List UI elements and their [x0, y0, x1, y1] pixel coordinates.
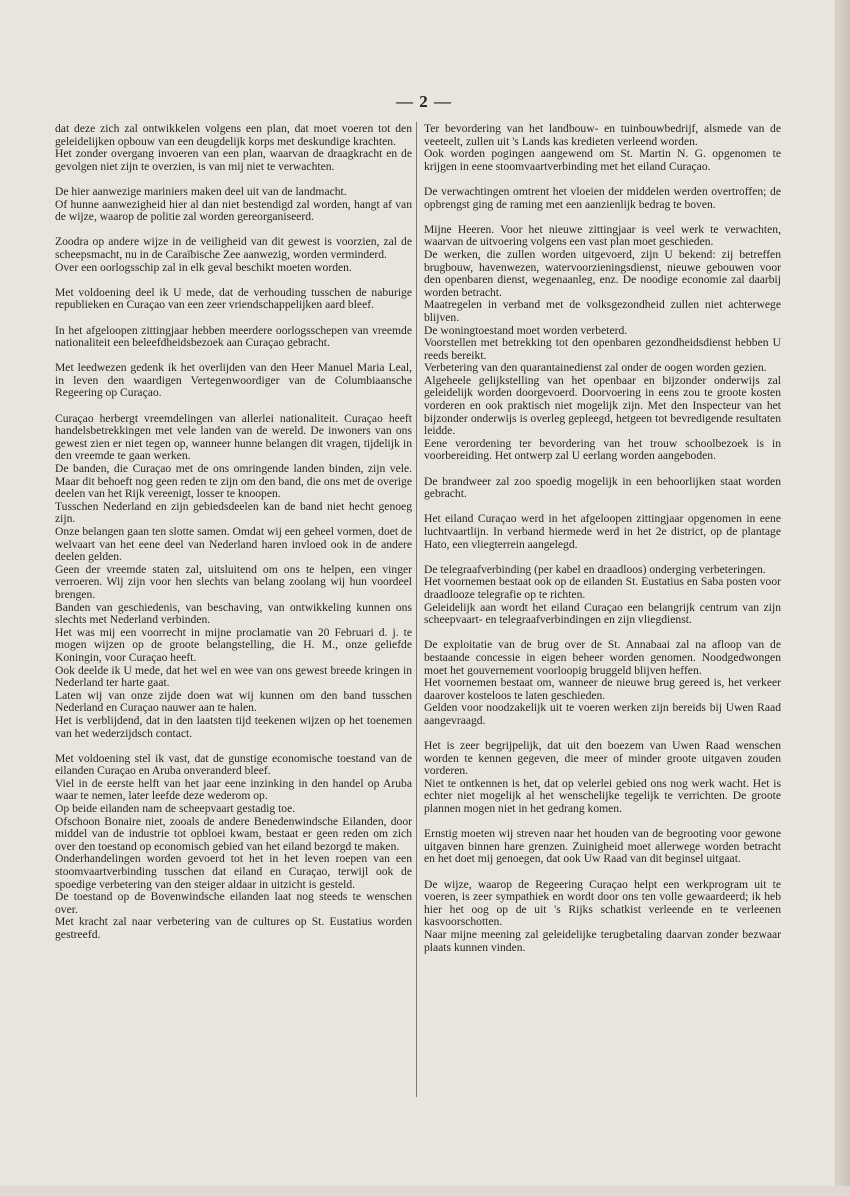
- paragraph: Het voornemen bestaat ook op de eilanden St. Eustatius en Saba posten voor draadlooze telegrafie op te richten.: [424, 575, 781, 601]
- paragraph: Het eiland Curaçao werd in het afgeloopen zittingjaar opgenomen in eene luchtvaartlijn. In verband hiermede werd in het 2e district, op de plantage Hato, een vliegterrein aangelegd.: [424, 512, 781, 551]
- paragraph: Onderhandelingen worden gevoerd tot het in het leven roepen van een stoomvaartverbinding tusschen dat eiland en Curaçao, terwijl ook de spoedige verbetering van den steiger aldaar in uitzicht is gesteld.: [55, 852, 412, 891]
- paragraph: Ter bevordering van het landbouw- en tuinbouwbedrijf, alsmede van de veeteelt, zullen uit 's Lands kas kredieten verleend worden.: [424, 122, 781, 148]
- column-divider: [416, 122, 417, 1097]
- paragraph: Laten wij van onze zijde doen wat wij kunnen om den band tusschen Nederland en Curaçao nauwer aan te halen.: [55, 688, 412, 715]
- page-bottom-edge: [0, 1186, 850, 1196]
- page-edge-shadow: [835, 0, 850, 1196]
- paragraph: Curaçao herbergt vreemdelingen van allerlei nationaliteit. Curaçao heeft handelsbetrekkingen met vele landen van de wereld. De inwoners van ons gewest zien er niet tegen op, wanneer hunne belangen dit vragen, tijdelijk in den vreemde te gaan werken.: [55, 411, 412, 463]
- paragraph: Gelden voor noodzakelijk uit te voeren werken zijn bereids bij Uwen Raad aangevraagd.: [424, 701, 781, 727]
- left-column: [55, 123, 412, 942]
- paragraph: Ook deelde ik U mede, dat het wel en wee van ons gewest breede kringen in Nederland ter harte gaat.: [55, 663, 412, 690]
- paragraph: Met leedwezen gedenk ik het overlijden van den Heer Manuel Maria Leal, in leven den waardigen Vertegenwoordiger van de Columbiaansche Regeering op Curaçao.: [55, 361, 412, 400]
- paragraph: Geleidelijk aan wordt het eiland Curaçao een belangrijk centrum van zijn scheepvaart- en telegraafverbindingen en zijn vliegdienst.: [424, 600, 781, 627]
- paragraph: In het afgeloopen zittingjaar hebben meerdere oorlogsschepen van vreemde nationaliteit een beleefdheidsbezoek aan Curaçao gebracht.: [55, 323, 412, 350]
- paragraph: Ofschoon Bonaire niet, zooals de andere Benedenwindsche Eilanden, door middel van de industrie tot opbloei kwam, bestaat er geen reden om zich over den toestand op economisch gebied van het eiland bezorgd te maken.: [55, 814, 412, 853]
- paragraph: Met voldoening stel ik vast, dat de gunstige economische toestand van de eilanden Curaçao en Aruba onveranderd bleef.: [55, 751, 412, 778]
- paragraph: De telegraafverbinding (per kabel en draadloos) onderging verbeteringen.: [424, 562, 766, 576]
- paragraph: Mijne Heeren. Voor het nieuwe zittingjaar is veel werk te verwachten, waarvan de uitvoering volgens een vast plan moet geschieden.: [424, 222, 781, 249]
- paragraph: Het zonder overgang invoeren van een plan, waarvan de draagkracht en de gevolgen niet zijn te overzien, is van mij niet te verwachten.: [55, 147, 412, 173]
- paragraph: Voorstellen met betrekking tot den openbaren gezondheidsdienst hebben U reeds bereikt.: [424, 336, 781, 362]
- paragraph: De toestand op de Bovenwindsche eilanden laat nog steeds te wenschen over.: [55, 890, 412, 916]
- paragraph: dat deze zich zal ontwikkelen volgens een plan, dat moet voeren tot den geleidelijken opbouw van een deugdelijk korps met deskundige krachten.: [55, 122, 412, 148]
- paragraph: Het was mij een voorrecht in mijne proclamatie van 20 Februari d. j. te mogen wijzen op de groote belangstelling, die H. M., onze geliefde Koningin, voor Curaçao heeft.: [55, 625, 412, 664]
- paragraph: Ook worden pogingen aangewend om St. Martin N. G. opgenomen te krijgen in eene stoomvaartverbinding met het eiland Curaçao.: [424, 147, 781, 173]
- paragraph: Maatregelen in verband met de volksgezondheid zullen niet achterwege blijven.: [424, 298, 781, 324]
- paragraph: Niet te ontkennen is het, dat op velerlei gebied ons nog werk wacht. Het is echter niet mogelijk al het wenschelijke tegelijk te verrichten. De groote plannen mogen niet in het gedrang komen.: [424, 776, 781, 816]
- paragraph: Tusschen Nederland en zijn gebiedsdeelen kan de band niet hecht genoeg zijn.: [55, 499, 412, 526]
- paragraph: Op beide eilanden nam de scheepvaart gestadig toe.: [55, 802, 296, 816]
- paragraph: De verwachtingen omtrent het vloeien der middelen werden overtroffen; de opbrengst ging de raming met een aanzienlijk bedrag te boven.: [424, 184, 781, 211]
- paragraph: Eene verordening ter bevordering van het trouw schoolbezoek is in voorbereiding. Het ontwerp zal U eerlang worden aangeboden.: [424, 436, 781, 463]
- paragraph: Over een oorlogsschip zal in elk geval beschikt moeten worden.: [55, 260, 352, 274]
- paragraph: De werken, die zullen worden uitgevoerd, zijn U bekend: zij betreffen brugbouw, havenwezen, watervoorzieningsdienst, nieuwe gebouwen voor den openbaren dienst, wegenaanleg, enz. De noodige economie zal daarbij worden betracht.: [424, 247, 781, 299]
- paragraph: De banden, die Curaçao met de ons omringende landen binden, zijn vele. Maar dit behoeft nog geen reden te zijn om den band, die ons met de overige deelen van het Rijk vereenigt, losser te knoopen.: [55, 462, 412, 501]
- right-column: [424, 123, 781, 954]
- paragraph: Verbetering van den quarantainedienst zal onder de oogen worden gezien.: [424, 361, 767, 375]
- paragraph: Banden van geschiedenis, van beschaving, van ontwikkeling kunnen ons slechts met Nederland verbinden.: [55, 600, 412, 627]
- paragraph: Viel in de eerste helft van het jaar eene inzinking in den handel op Aruba waar te nemen, later leefde deze wederom op.: [55, 776, 412, 803]
- paragraph: Geen der vreemde staten zal, uitsluitend om ons te helpen, een vinger verroeren. Wij zijn voor hen slechts van belang zoolang wij hun voordeel brengen.: [55, 562, 412, 601]
- paragraph: De brandweer zal zoo spoedig mogelijk in een behoorlijken staat worden gebracht.: [424, 474, 781, 501]
- paragraph: De wijze, waarop de Regeering Curaçao helpt een werkprogram uit te voeren, is zeer sympathiek en wordt door ons ten volle gewaardeerd; ik heb hier het oog op de uit 's Rijks schatkist verleende en te verleenen kasvoorschotten.: [424, 877, 781, 929]
- paragraph: Het is verblijdend, dat in den laatsten tijd teekenen wijzen op het toenemen van het wederzijdsch contact.: [55, 713, 412, 740]
- paragraph: Naar mijne meening zal geleidelijke terugbetaling daarvan zonder bezwaar plaats kunnen vinden.: [424, 928, 781, 954]
- paragraph: Met voldoening deel ik U mede, dat de verhouding tusschen de naburige republieken en Curaçao van een zeer vriendschappelijken aard bleef.: [55, 285, 412, 312]
- paragraph: De hier aanwezige mariniers maken deel uit van de landmacht.: [55, 184, 347, 198]
- paragraph: Ernstig moeten wij streven naar het houden van de begrooting voor gewone uitgaven binnen hare grenzen. Zuinigheid moet allerwege worden betracht en het doet mij genoegen, dat ook Uw Raad van dit beginsel uitgaat.: [424, 827, 781, 866]
- paragraph: De woningtoestand moet worden verbeterd.: [424, 323, 628, 337]
- paragraph: Onze belangen gaan ten slotte samen. Omdat wij een geheel vormen, doet de welvaart van het eene deel van Nederland haren invloed ook in de andere deelen gelden.: [55, 525, 412, 564]
- paragraph: Het voornemen bestaat om, wanneer de nieuwe brug gereed is, het verkeer daarover kosteloos te laten geschieden.: [424, 676, 781, 702]
- paragraph: Met kracht zal naar verbetering van de cultures op St. Eustatius worden gestreefd.: [55, 915, 412, 941]
- paragraph: Algeheele gelijkstelling van het openbaar en bijzonder onderwijs zal geleidelijk worden doorgevoerd. Doorvoering in eens zou te groote kosten vorderen en ook praktisch niet mogelijk zijn. Met den Inspecteur van het bijzonder onderwijs is overleg gepleegd, hetgeen tot bevredigende resultaten leidde.: [424, 373, 781, 438]
- paragraph: Het is zeer begrijpelijk, dat uit den boezem van Uwen Raad wenschen worden te kennen gegeven, die meer of minder groote uitgaven zouden vorderen.: [424, 739, 781, 778]
- paragraph: De exploitatie van de brug over de St. Annabaai zal na afloop van de bestaande concessie in eigen beheer worden genomen. Noodgedwongen moet het gouvernement voorloopig bruggeld blijven heffen.: [424, 638, 781, 677]
- paragraph: Zoodra op andere wijze in de veiligheid van dit gewest is voorzien, zal de scheepsmacht, nu in de Caraïbische Zee aanwezig, worden verminderd.: [55, 235, 412, 261]
- page-number: — 2 —: [396, 92, 452, 111]
- paragraph: Of hunne aanwezigheid hier al dan niet bestendigd zal worden, hangt af van de wijze, waarop de politie zal worden gereorganiseerd.: [55, 197, 412, 224]
